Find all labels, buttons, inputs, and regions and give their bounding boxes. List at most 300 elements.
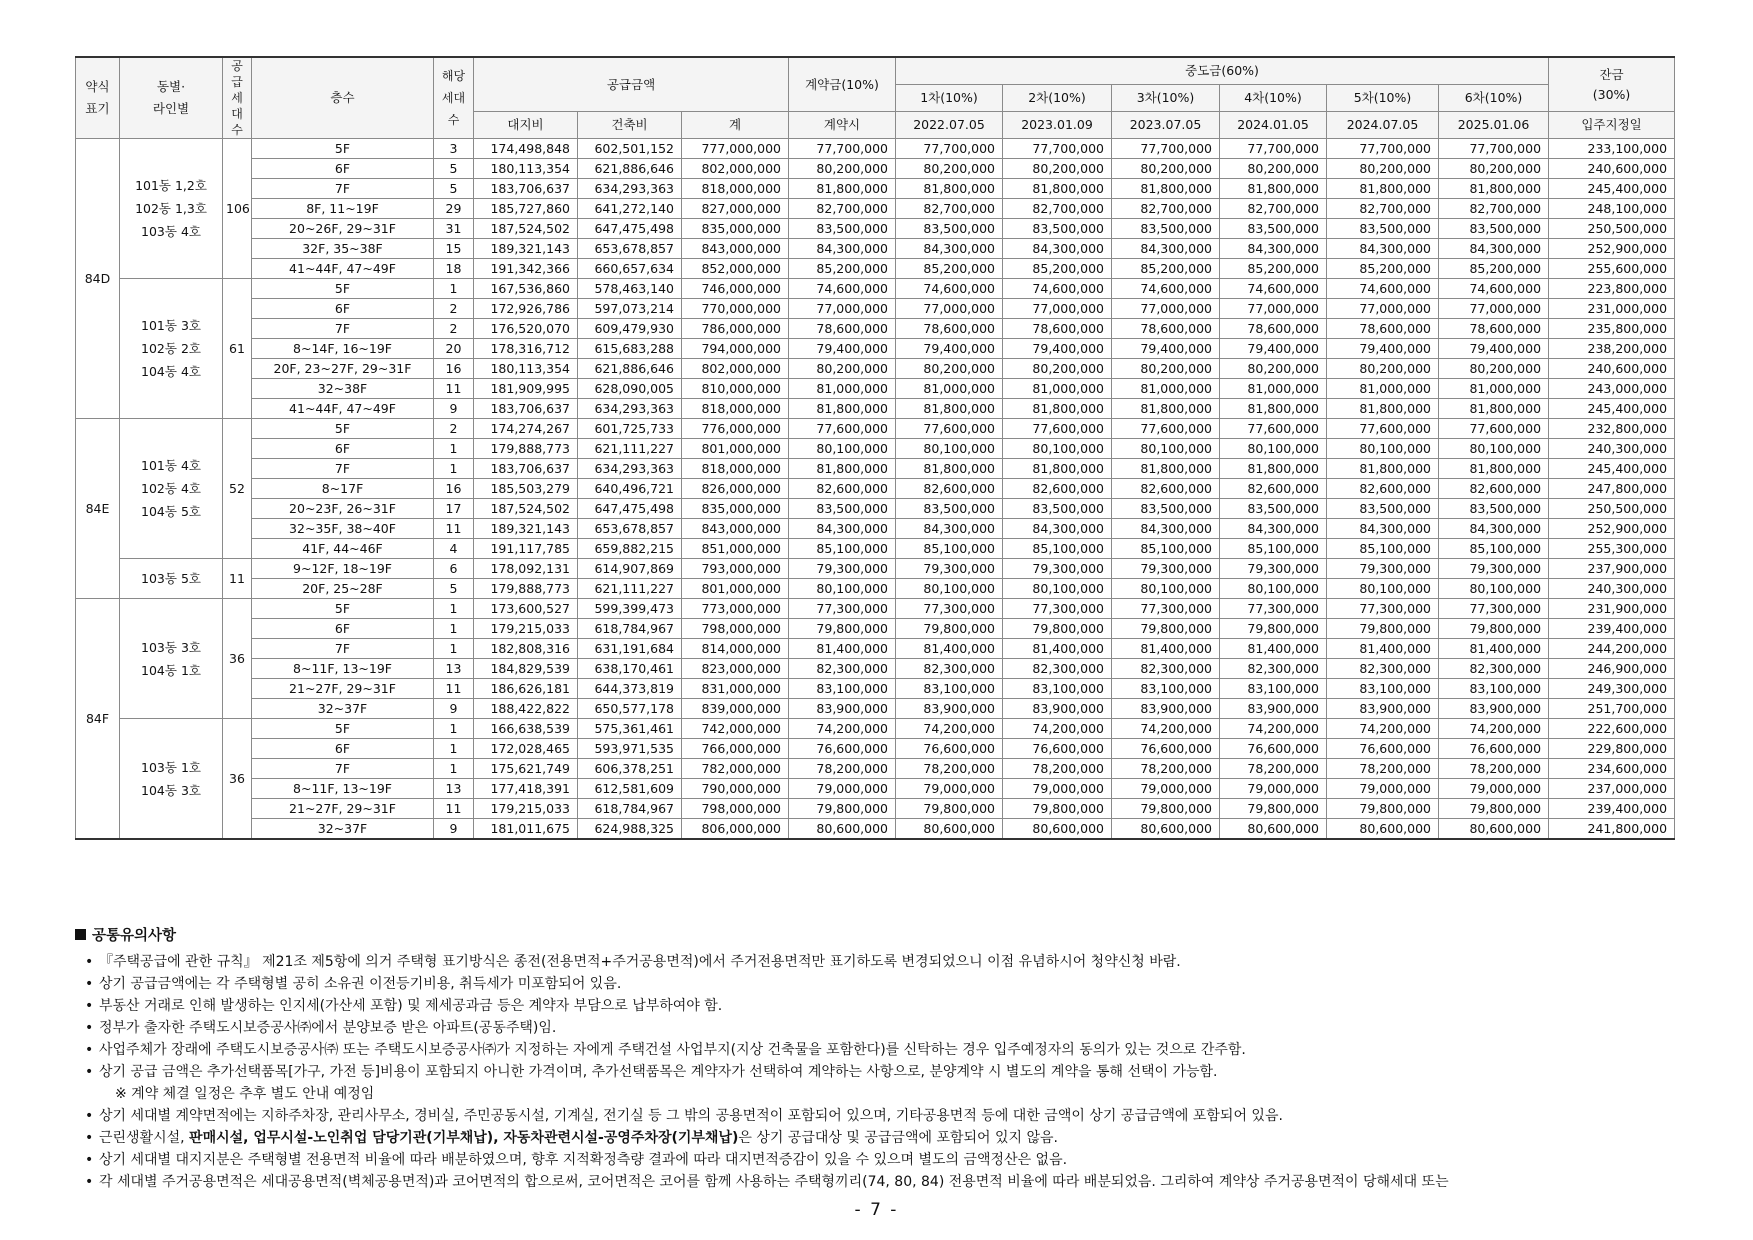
header-balance-when: 입주지정일 [1549,112,1675,139]
table-row [76,259,1675,279]
middle-payment-cell: 77,300,000 [1220,599,1327,619]
supply-price-table [75,56,1675,840]
deposit-cell: 82,700,000 [789,199,896,219]
floor-cell: 41~44F, 47~49F [252,399,434,419]
land-cost-cell: 186,626,181 [474,679,578,699]
land-cost-cell: 172,926,786 [474,299,578,319]
table-row [76,479,1675,499]
floor-cell: 32~38F [252,379,434,399]
balance-cell: 248,100,000 [1549,199,1675,219]
middle-payment-cell: 79,800,000 [896,619,1003,639]
middle-payment-cell: 79,300,000 [896,559,1003,579]
total-price-cell: 818,000,000 [682,459,789,479]
middle-payment-cell: 84,300,000 [1003,239,1112,259]
building-cost-cell: 593,971,535 [578,739,682,759]
floor-cell: 6F [252,439,434,459]
units-cell: 4 [434,539,474,559]
middle-payment-cell: 78,200,000 [1112,759,1220,779]
table-row [76,299,1675,319]
middle-payment-cell: 77,000,000 [1327,299,1439,319]
building-cost-cell: 659,882,215 [578,539,682,559]
deposit-cell: 84,300,000 [789,519,896,539]
header-installment-2: 2차(10%) [1003,85,1112,112]
units-cell: 1 [434,719,474,739]
middle-payment-cell: 78,600,000 [1327,319,1439,339]
floor-cell: 8~17F [252,479,434,499]
units-cell: 1 [434,619,474,639]
middle-payment-cell: 81,000,000 [1327,379,1439,399]
table-row [76,399,1675,419]
building-cost-cell: 618,784,967 [578,799,682,819]
building-cost-cell: 621,111,227 [578,579,682,599]
bullet-icon: • [85,1108,94,1124]
middle-payment-cell: 79,800,000 [1112,619,1220,639]
middle-payment-cell: 77,000,000 [896,299,1003,319]
middle-payment-cell: 82,600,000 [1112,479,1220,499]
middle-payment-cell: 83,500,000 [1327,499,1439,519]
middle-payment-cell: 74,600,000 [896,279,1003,299]
middle-payment-cell: 79,000,000 [1220,779,1327,799]
table-row [76,639,1675,659]
balance-cell: 237,900,000 [1549,559,1675,579]
middle-payment-cell: 82,600,000 [1220,479,1327,499]
middle-payment-cell: 85,200,000 [1112,259,1220,279]
balance-cell: 239,400,000 [1549,619,1675,639]
middle-payment-cell: 83,900,000 [1439,699,1549,719]
deposit-cell: 80,600,000 [789,819,896,840]
floor-cell: 5F [252,719,434,739]
middle-payment-cell: 83,100,000 [1439,679,1549,699]
total-price-cell: 766,000,000 [682,739,789,759]
middle-payment-cell: 81,000,000 [1112,379,1220,399]
middle-payment-cell: 79,800,000 [1439,799,1549,819]
balance-cell: 231,900,000 [1549,599,1675,619]
units-cell: 29 [434,199,474,219]
land-cost-cell: 181,011,675 [474,819,578,840]
type-label: 84E [76,419,120,599]
middle-payment-cell: 76,600,000 [1003,739,1112,759]
land-cost-cell: 173,600,527 [474,599,578,619]
middle-payment-cell: 77,300,000 [1112,599,1220,619]
middle-payment-cell: 80,100,000 [1327,439,1439,459]
header-installment-date-6: 2025.01.06 [1439,112,1549,139]
header-installment-date-2: 2023.01.09 [1003,112,1112,139]
building-cost-cell: 641,272,140 [578,199,682,219]
page-number: - 7 - [854,1200,899,1220]
middle-payment-cell: 81,800,000 [1112,399,1220,419]
middle-payment-cell: 79,400,000 [896,339,1003,359]
middle-payment-cell: 84,300,000 [1220,519,1327,539]
header-dong: 동별· 라인별 [120,57,223,139]
middle-payment-cell: 80,100,000 [1112,579,1220,599]
middle-payment-cell: 79,800,000 [1220,619,1327,639]
middle-payment-cell: 79,300,000 [1112,559,1220,579]
deposit-cell: 74,200,000 [789,719,896,739]
middle-payment-cell: 77,300,000 [1327,599,1439,619]
units-cell: 2 [434,419,474,439]
balance-cell: 235,800,000 [1549,319,1675,339]
total-price-cell: 793,000,000 [682,559,789,579]
table-row [76,279,1675,299]
supply-units-cell: 11 [223,559,252,599]
note-item [85,995,1675,1017]
middle-payment-cell: 77,700,000 [1220,139,1327,159]
middle-payment-cell: 83,100,000 [1003,679,1112,699]
dong-line-cell: 101동 4호 102동 4호 104동 5호 [120,419,223,559]
header-total: 계 [682,112,789,139]
header-supply-units: 공급 세대 수 [223,57,252,139]
middle-payment-cell: 85,100,000 [1220,539,1327,559]
middle-payment-cell: 74,200,000 [896,719,1003,739]
middle-payment-cell: 83,500,000 [1112,499,1220,519]
units-cell: 2 [434,319,474,339]
dong-line-cell: 103동 3호 104동 1호 [120,599,223,719]
total-price-cell: 786,000,000 [682,319,789,339]
floor-cell: 6F [252,739,434,759]
total-price-cell: 777,000,000 [682,139,789,159]
middle-payment-cell: 81,800,000 [896,459,1003,479]
table-row [76,339,1675,359]
middle-payment-cell: 77,700,000 [1327,139,1439,159]
middle-payment-cell: 80,200,000 [896,359,1003,379]
middle-payment-cell: 81,800,000 [1003,179,1112,199]
table-row [76,359,1675,379]
balance-cell: 234,600,000 [1549,759,1675,779]
building-cost-cell: 647,475,498 [578,499,682,519]
note-text: 각 세대별 주거공용면적은 세대공용면적(벽체공용면적)과 코어면적의 합으로써, 코어면적은 코어를 함께 사용하는 주택형끼리(74, 80, 84) 전용면적 비율에 따라 배분되었음. 그리하여 계약상 주거공용면적이 당해세대 또는 [99,1174,1449,1190]
middle-payment-cell: 80,600,000 [1220,819,1327,840]
header-installment-3: 3차(10%) [1112,85,1220,112]
middle-payment-cell: 80,100,000 [1439,439,1549,459]
middle-payment-cell: 74,200,000 [1439,719,1549,739]
land-cost-cell: 185,727,860 [474,199,578,219]
middle-payment-cell: 81,800,000 [1439,179,1549,199]
balance-cell: 252,900,000 [1549,239,1675,259]
floor-cell: 8~11F, 13~19F [252,779,434,799]
middle-payment-cell: 77,000,000 [1003,299,1112,319]
supply-units-cell: 61 [223,279,252,419]
deposit-cell: 85,100,000 [789,539,896,559]
middle-payment-cell: 82,600,000 [1003,479,1112,499]
units-cell: 11 [434,799,474,819]
deposit-cell: 80,200,000 [789,359,896,379]
bullet-icon: • [85,1042,94,1058]
building-cost-cell: 602,501,152 [578,139,682,159]
units-cell: 11 [434,379,474,399]
deposit-cell: 77,600,000 [789,419,896,439]
table-row [76,519,1675,539]
land-cost-cell: 167,536,860 [474,279,578,299]
deposit-cell: 79,000,000 [789,779,896,799]
bullet-icon: • [85,1064,94,1080]
units-cell: 1 [434,739,474,759]
note-item [85,1105,1675,1127]
balance-cell: 251,700,000 [1549,699,1675,719]
building-cost-cell: 609,479,930 [578,319,682,339]
table-row [76,819,1675,840]
middle-payment-cell: 77,700,000 [896,139,1003,159]
balance-cell: 249,300,000 [1549,679,1675,699]
middle-payment-cell: 83,500,000 [1220,219,1327,239]
middle-payment-cell: 77,600,000 [1220,419,1327,439]
deposit-cell: 81,400,000 [789,639,896,659]
units-cell: 1 [434,459,474,479]
building-cost-cell: 618,784,967 [578,619,682,639]
table-row [76,499,1675,519]
land-cost-cell: 179,215,033 [474,619,578,639]
units-cell: 5 [434,179,474,199]
land-cost-cell: 191,342,366 [474,259,578,279]
total-price-cell: 801,000,000 [682,579,789,599]
floor-cell: 7F [252,179,434,199]
land-cost-cell: 183,706,637 [474,459,578,479]
building-cost-cell: 634,293,363 [578,399,682,419]
middle-payment-cell: 77,600,000 [896,419,1003,439]
table-row [76,459,1675,479]
middle-payment-cell: 79,000,000 [1112,779,1220,799]
table-body [76,139,1675,840]
middle-payment-cell: 83,500,000 [1439,219,1549,239]
building-cost-cell: 612,581,609 [578,779,682,799]
table-row [76,319,1675,339]
floor-cell: 7F [252,319,434,339]
middle-payment-cell: 78,600,000 [1439,319,1549,339]
middle-payment-cell: 83,100,000 [1327,679,1439,699]
balance-cell: 240,600,000 [1549,359,1675,379]
middle-payment-cell: 82,700,000 [1112,199,1220,219]
header-installment-4: 4차(10%) [1220,85,1327,112]
middle-payment-cell: 79,300,000 [1439,559,1549,579]
notes-title: 공통유의사항 [92,928,177,944]
note-item [85,1171,1675,1193]
header-units: 해당 세대수 [434,57,474,139]
middle-payment-cell: 77,700,000 [1003,139,1112,159]
header-deposit: 계약금(10%) [789,57,896,112]
note-item [85,1039,1675,1061]
units-cell: 5 [434,159,474,179]
middle-payment-cell: 81,800,000 [1003,459,1112,479]
middle-payment-cell: 80,100,000 [1220,579,1327,599]
land-cost-cell: 175,621,749 [474,759,578,779]
land-cost-cell: 176,520,070 [474,319,578,339]
middle-payment-cell: 80,600,000 [1112,819,1220,840]
middle-payment-cell: 76,600,000 [1439,739,1549,759]
floor-cell: 21~27F, 29~31F [252,679,434,699]
land-cost-cell: 189,321,143 [474,519,578,539]
land-cost-cell: 174,274,267 [474,419,578,439]
deposit-cell: 82,300,000 [789,659,896,679]
middle-payment-cell: 79,800,000 [1003,619,1112,639]
note-text: 상기 공급 금액은 추가선택품목[가구, 가전 등]비용이 포함되지 아니한 가격이며, 추가선택품목은 계약자가 선택하여 계약하는 사항으로, 분양계약 시 별도의 계약을 통해 선택이 가능함. [99,1064,1218,1080]
floor-cell: 9~12F, 18~19F [252,559,434,579]
total-price-cell: 801,000,000 [682,439,789,459]
middle-payment-cell: 81,400,000 [1439,639,1549,659]
table-row [76,179,1675,199]
total-price-cell: 770,000,000 [682,299,789,319]
middle-payment-cell: 81,800,000 [1003,399,1112,419]
notes-list [75,951,1675,1193]
middle-payment-cell: 80,100,000 [1003,439,1112,459]
middle-payment-cell: 80,200,000 [1220,159,1327,179]
common-notes [75,924,1675,1193]
floor-cell: 21~27F, 29~31F [252,799,434,819]
middle-payment-cell: 74,600,000 [1439,279,1549,299]
middle-payment-cell: 79,400,000 [1112,339,1220,359]
middle-payment-cell: 83,500,000 [896,219,1003,239]
middle-payment-cell: 81,800,000 [896,399,1003,419]
middle-payment-cell: 85,200,000 [1220,259,1327,279]
middle-payment-cell: 80,200,000 [1327,359,1439,379]
deposit-cell: 79,400,000 [789,339,896,359]
middle-payment-cell: 85,100,000 [1003,539,1112,559]
middle-payment-cell: 80,200,000 [1439,159,1549,179]
balance-cell: 245,400,000 [1549,459,1675,479]
floor-cell: 6F [252,159,434,179]
middle-payment-cell: 84,300,000 [1439,519,1549,539]
middle-payment-cell: 82,300,000 [1220,659,1327,679]
middle-payment-cell: 79,800,000 [1003,799,1112,819]
middle-payment-cell: 78,200,000 [1327,759,1439,779]
land-cost-cell: 182,808,316 [474,639,578,659]
note-text: 부동산 거래로 인해 발생하는 인지세(가산세 포함) 및 제세공과금 등은 계약자 부담으로 납부하여야 함. [99,998,723,1014]
middle-payment-cell: 80,200,000 [1327,159,1439,179]
units-cell: 1 [434,439,474,459]
deposit-cell: 83,500,000 [789,219,896,239]
header-installment-1: 1차(10%) [896,85,1003,112]
deposit-cell: 80,100,000 [789,439,896,459]
note-text-pre: 근린생활시설, [99,1130,190,1146]
land-cost-cell: 178,092,131 [474,559,578,579]
total-price-cell: 746,000,000 [682,279,789,299]
middle-payment-cell: 80,200,000 [896,159,1003,179]
note-text: 상기 세대별 대지지분은 주택형별 전용면적 비율에 따라 배분하였으며, 향후 지적확정측량 결과에 따라 대지면적증감이 있을 수 있으며 별도의 금액정산은 없음. [99,1152,1068,1168]
bullet-icon: • [85,998,94,1014]
floor-cell: 20F, 23~27F, 29~31F [252,359,434,379]
middle-payment-cell: 81,800,000 [1112,459,1220,479]
supply-units-cell: 106 [223,139,252,279]
total-price-cell: 806,000,000 [682,819,789,840]
header-land: 대지비 [474,112,578,139]
middle-payment-cell: 78,200,000 [1220,759,1327,779]
total-price-cell: 794,000,000 [682,339,789,359]
note-text: 상기 공급금액에는 각 주택형별 공히 소유권 이전등기비용, 취득세가 미포함되어 있음. [99,976,622,992]
middle-payment-cell: 77,300,000 [1003,599,1112,619]
balance-cell: 255,300,000 [1549,539,1675,559]
middle-payment-cell: 84,300,000 [1003,519,1112,539]
building-cost-cell: 631,191,684 [578,639,682,659]
deposit-cell: 83,100,000 [789,679,896,699]
middle-payment-cell: 83,500,000 [1112,219,1220,239]
units-cell: 1 [434,759,474,779]
middle-payment-cell: 83,100,000 [896,679,1003,699]
land-cost-cell: 189,321,143 [474,239,578,259]
deposit-cell: 77,000,000 [789,299,896,319]
floor-cell: 6F [252,299,434,319]
middle-payment-cell: 79,400,000 [1327,339,1439,359]
middle-payment-cell: 81,800,000 [1327,399,1439,419]
deposit-cell: 81,800,000 [789,399,896,419]
table-header [76,57,1675,139]
middle-payment-cell: 77,700,000 [1112,139,1220,159]
balance-cell: 244,200,000 [1549,639,1675,659]
bullet-icon: • [85,954,94,970]
balance-cell: 223,800,000 [1549,279,1675,299]
middle-payment-cell: 78,600,000 [1112,319,1220,339]
middle-payment-cell: 85,200,000 [896,259,1003,279]
land-cost-cell: 184,829,539 [474,659,578,679]
units-cell: 13 [434,779,474,799]
deposit-cell: 85,200,000 [789,259,896,279]
table-row [76,379,1675,399]
middle-payment-cell: 74,200,000 [1112,719,1220,739]
building-cost-cell: 621,886,646 [578,359,682,379]
middle-payment-cell: 83,100,000 [1112,679,1220,699]
building-cost-cell: 650,577,178 [578,699,682,719]
header-price: 공급금액 [474,57,789,112]
land-cost-cell: 183,706,637 [474,399,578,419]
units-cell: 5 [434,579,474,599]
total-price-cell: 823,000,000 [682,659,789,679]
middle-payment-cell: 83,500,000 [1003,219,1112,239]
floor-cell: 32F, 35~38F [252,239,434,259]
middle-payment-cell: 79,300,000 [1003,559,1112,579]
middle-payment-cell: 78,200,000 [1003,759,1112,779]
middle-payment-cell: 80,100,000 [1003,579,1112,599]
deposit-cell: 80,100,000 [789,579,896,599]
note-item [85,1017,1675,1039]
balance-cell: 245,400,000 [1549,179,1675,199]
total-price-cell: 826,000,000 [682,479,789,499]
supply-price-table-container [75,56,1670,840]
deposit-cell: 81,000,000 [789,379,896,399]
type-label: 84D [76,139,120,419]
note-item [85,951,1675,973]
land-cost-cell: 181,909,995 [474,379,578,399]
middle-payment-cell: 79,400,000 [1220,339,1327,359]
land-cost-cell: 178,316,712 [474,339,578,359]
building-cost-cell: 660,657,634 [578,259,682,279]
middle-payment-cell: 78,600,000 [1003,319,1112,339]
bullet-icon: • [85,1130,94,1146]
middle-payment-cell: 81,800,000 [1439,399,1549,419]
deposit-cell: 83,500,000 [789,499,896,519]
building-cost-cell: 653,678,857 [578,519,682,539]
middle-payment-cell: 79,000,000 [1327,779,1439,799]
units-cell: 13 [434,659,474,679]
units-cell: 16 [434,479,474,499]
middle-payment-cell: 76,600,000 [1112,739,1220,759]
note-text: 『주택공급에 관한 규칙』 제21조 제5항에 의거 주택형 표기방식은 종전(전용면적+주거공용면적)에서 주거전용면적만 표기하도록 변경되었으니 이점 유념하시어 청약신청 바람. [99,954,1181,970]
deposit-cell: 83,900,000 [789,699,896,719]
units-cell: 3 [434,139,474,159]
units-cell: 1 [434,639,474,659]
land-cost-cell: 188,422,822 [474,699,578,719]
type-label: 84F [76,599,120,840]
total-price-cell: 798,000,000 [682,619,789,639]
total-price-cell: 831,000,000 [682,679,789,699]
middle-payment-cell: 81,800,000 [1327,459,1439,479]
table-row [76,799,1675,819]
deposit-cell: 77,300,000 [789,599,896,619]
floor-cell: 20~26F, 29~31F [252,219,434,239]
middle-payment-cell: 81,800,000 [1220,459,1327,479]
total-price-cell: 843,000,000 [682,519,789,539]
middle-payment-cell: 84,300,000 [896,239,1003,259]
middle-payment-cell: 81,800,000 [1220,399,1327,419]
header-installment-date-4: 2024.01.05 [1220,112,1327,139]
note-text-bold: 판매시설, 업무시설-노인취업 담당기관(기부채납), 자동차관련시설-공영주차장(기부채납) [189,1130,739,1146]
floor-cell: 32~35F, 38~40F [252,519,434,539]
